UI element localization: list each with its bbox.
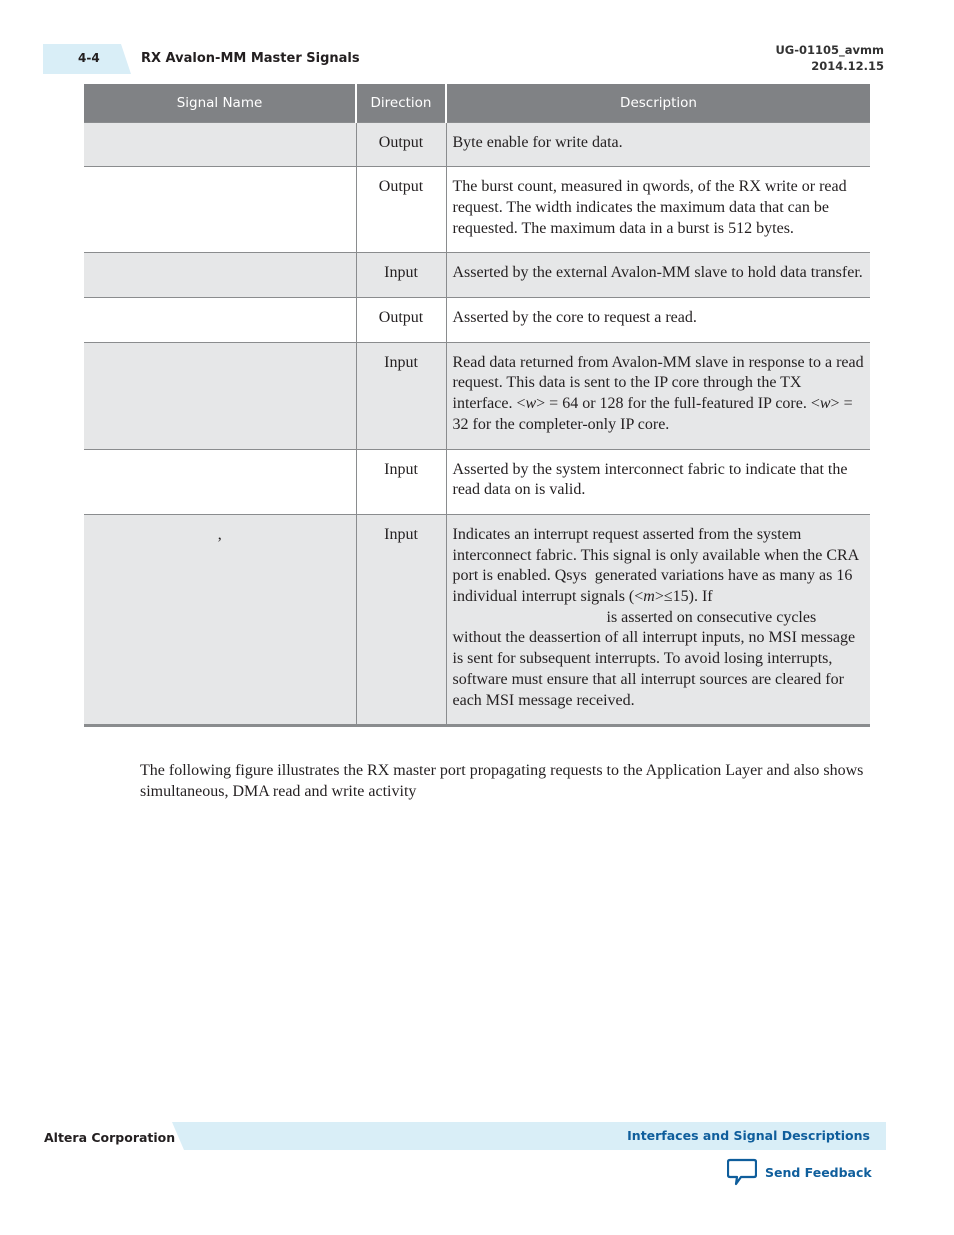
send-feedback-link[interactable]	[727, 1158, 872, 1186]
signal-name-cell	[84, 449, 356, 514]
direction-cell: Output	[356, 167, 446, 253]
direction-cell: Input	[356, 449, 446, 514]
description-cell: Asserted by the system interconnect fabric to indicate that the read data on is valid.	[446, 449, 870, 514]
signal-name-cell	[84, 298, 356, 343]
table-row	[84, 298, 870, 343]
footer-company: Altera Corporation	[44, 1130, 176, 1145]
description-cell: Asserted by the external Avalon-MM slave to hold data transfer.	[446, 253, 870, 298]
description-cell: Byte enable for write data.	[446, 122, 870, 167]
page-number: 4-4	[78, 51, 100, 65]
signal-name-cell	[84, 253, 356, 298]
direction-cell: Input	[356, 253, 446, 298]
signal-name-cell	[84, 342, 356, 449]
description-cell: Read data returned from Avalon-MM slave in response to a read request. This data is sent to the IP core through the TX interface. <w> = 64 or 128 for the full-featured IP core. <w> = 32 for the completer-only IP core.	[446, 342, 870, 449]
direction-cell: Output	[356, 298, 446, 343]
table-row	[84, 342, 870, 449]
signal-name-cell	[84, 167, 356, 253]
table-header-row	[84, 84, 870, 122]
send-feedback-label: Send Feedback	[765, 1164, 872, 1180]
direction-cell: Input	[356, 342, 446, 449]
table-row	[84, 253, 870, 298]
table-row	[84, 122, 870, 167]
table-row	[84, 514, 870, 725]
column-header-direction: Direction	[356, 84, 446, 122]
signal-name-cell: ,	[84, 514, 356, 725]
table-row	[84, 449, 870, 514]
doc-id-block	[775, 42, 884, 74]
doc-id: UG-01105_avmm	[775, 43, 884, 57]
direction-cell: Output	[356, 122, 446, 167]
column-header-signal-name: Signal Name	[84, 84, 356, 122]
description-cell: Asserted by the core to request a read.	[446, 298, 870, 343]
column-header-description: Description	[446, 84, 870, 122]
doc-date: 2014.12.15	[811, 59, 884, 73]
table-body	[84, 122, 870, 726]
signal-table	[84, 84, 870, 727]
table-row	[84, 167, 870, 253]
description-cell: Indicates an interrupt request asserted from the system interconnect fabric. This signal is only available when the CRA port is enabled. Qsys generated variations have as many as 16 individual interrupt signals (<m>≤15). If is asserted on consecutive cycles without the deassertion of all interrupt inputs, no MSI message is sent for subsequent interrupts. To avoid losing interrupts, software must ensure that all interrupt sources are cleared for each MSI message received.	[446, 514, 870, 725]
speech-bubble-icon	[727, 1158, 757, 1186]
footer-section-link[interactable]: Interfaces and Signal Descriptions	[627, 1128, 870, 1143]
section-title: RX Avalon-MM Master Signals	[141, 51, 360, 66]
signal-name-cell	[84, 122, 356, 167]
description-cell: The burst count, measured in qwords, of the RX write or read request. The width indicates the maximum data that can be requested. The maximum data in a burst is 512 bytes.	[446, 167, 870, 253]
body-paragraph: The following figure illustrates the RX master port propagating requests to the Application Layer and also shows simultaneous, DMA read and write activity	[140, 762, 864, 800]
direction-cell: Input	[356, 514, 446, 725]
